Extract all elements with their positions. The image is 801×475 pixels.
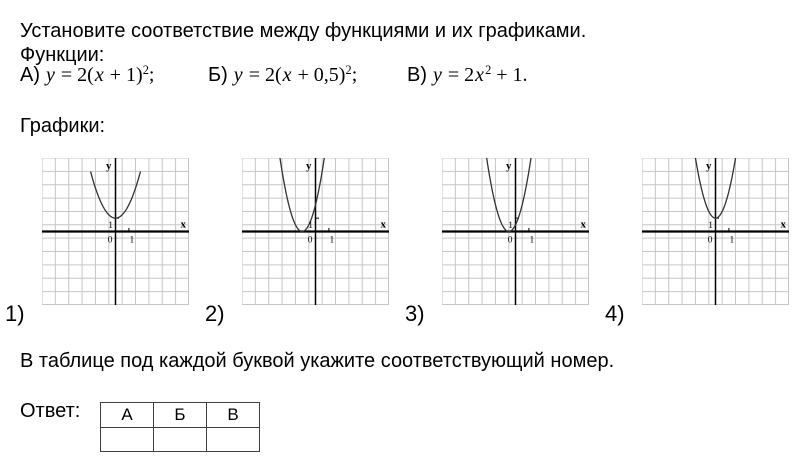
- y-axis-label: y: [306, 160, 312, 172]
- graph-2-svg: [242, 158, 389, 305]
- graph-1-svg: [42, 158, 189, 305]
- graph-number-2: 2): [205, 301, 225, 326]
- graph-panel-3: [442, 158, 589, 305]
- answer-table-value-row: [101, 428, 260, 452]
- answer-cell-a[interactable]: [101, 428, 154, 452]
- origin-label: 0: [107, 235, 113, 246]
- x-unit-label: 1: [529, 235, 535, 246]
- x-axis-label: x: [580, 218, 586, 231]
- function-b-formula: $y = 2(x + 0,5)^2$;: [233, 63, 358, 86]
- graph-number-1: 1): [5, 301, 25, 326]
- task-instruction: Установите соответствие между функциями и их графиками.: [20, 20, 587, 42]
- origin-label: 0: [707, 235, 713, 246]
- x-axis-label: x: [780, 218, 786, 231]
- y-unit-label: 1: [508, 221, 513, 231]
- function-c-label: В): [407, 64, 427, 86]
- x-unit-label: 1: [729, 235, 735, 246]
- function-a: [20, 64, 154, 87]
- graph-number-3: 3): [405, 301, 425, 326]
- graph-panel-2: [242, 158, 389, 305]
- answer-header-a: А: [101, 403, 154, 428]
- x-axis-label: x: [380, 218, 386, 231]
- table-instruction: В таблице под каждой буквой укажите соответствующий номер.: [20, 350, 615, 372]
- function-a-label: А): [20, 64, 40, 86]
- y-axis-label: y: [106, 160, 112, 172]
- y-unit-label: 1: [108, 221, 113, 231]
- x-axis-label: x: [180, 218, 186, 231]
- function-c-formula: $y = 2x^2 + 1$.: [433, 63, 528, 86]
- function-a-formula: $y = 2(x + 1)^2$;: [46, 63, 155, 86]
- graphs-heading: Графики:: [20, 115, 106, 137]
- parabola-curve: [280, 158, 324, 231]
- answer-cell-b[interactable]: [154, 428, 207, 452]
- x-unit-label: 1: [329, 235, 335, 246]
- x-unit-label: 1: [129, 235, 135, 246]
- answer-table: [100, 402, 260, 452]
- answer-label: Ответ:: [20, 400, 81, 422]
- function-b-label: Б): [208, 64, 228, 86]
- origin-label: 0: [507, 235, 513, 246]
- answer-header-b: Б: [154, 403, 207, 428]
- y-axis-label: y: [506, 160, 512, 172]
- graph-panel-4: [642, 158, 789, 305]
- answer-cell-c[interactable]: [207, 428, 260, 452]
- y-axis-label: y: [706, 160, 712, 172]
- answer-header-c: В: [207, 403, 260, 428]
- graph-3-svg: [442, 158, 589, 305]
- function-b: [208, 64, 357, 87]
- graph-4-svg: [642, 158, 789, 305]
- answer-table-header-row: [101, 403, 260, 428]
- y-unit-label: 1: [708, 221, 713, 231]
- y-unit-label: 1: [308, 221, 313, 231]
- graph-panel-1: [42, 158, 189, 305]
- function-c: [407, 64, 528, 87]
- functions-heading: Функции:: [20, 44, 105, 66]
- origin-label: 0: [307, 235, 313, 246]
- graph-number-4: 4): [605, 301, 625, 326]
